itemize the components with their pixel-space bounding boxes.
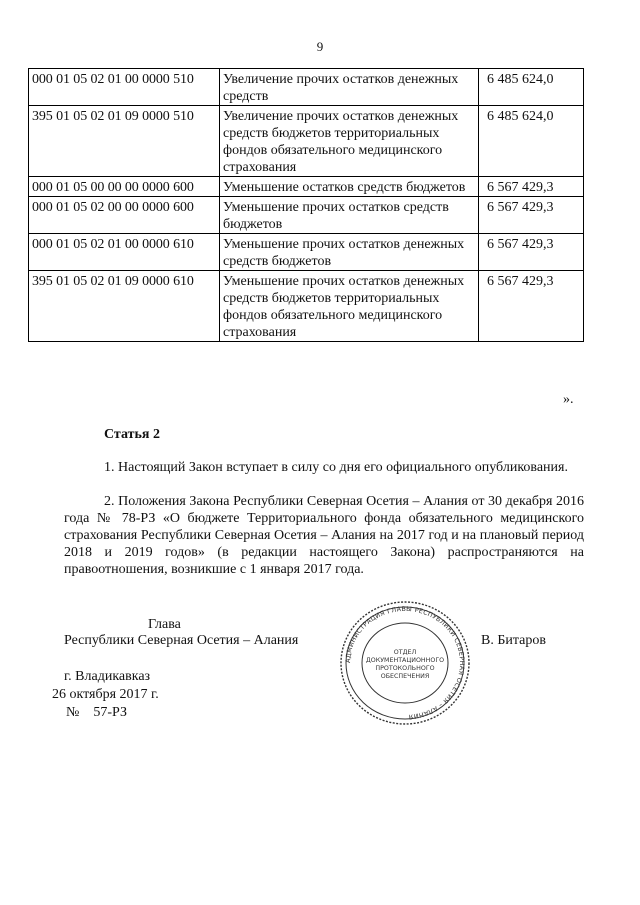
table-row <box>29 234 584 271</box>
budget-code: 000 01 05 00 00 00 0000 600 <box>29 177 220 197</box>
number-sign: № <box>66 705 80 720</box>
signatory-title: Глава <box>148 617 181 632</box>
budget-item-name: Увеличение прочих остатков денежных средств <box>220 69 479 106</box>
law-number <box>66 704 127 721</box>
budget-item-name: Увеличение прочих остатков денежных средств бюджетов территориальных фондов обязательного медицинского страхования <box>220 106 479 177</box>
budget-item-name: Уменьшение прочих остатков средств бюджетов <box>220 197 479 234</box>
budget-amount: 6 485 624,0 <box>479 106 584 177</box>
table-row <box>29 69 584 106</box>
table-row <box>29 106 584 177</box>
budget-sources-table <box>28 68 584 342</box>
seal-inner-line: ОБЕСПЕЧЕНИЯ <box>380 673 430 680</box>
budget-amount: 6 485 624,0 <box>479 69 584 106</box>
article-paragraph-1: 1. Настоящий Закон вступает в силу со дня его официального опубликования. <box>104 460 568 475</box>
seal-inner-line: ПРОТОКОЛЬНОГО <box>375 665 435 672</box>
article-paragraph-2: 2. Положения Закона Республики Северная Осетия – Алания от 30 декабря 2016 года № 78-РЗ «О бюджете Территориального фонда обязательного медицинского страхования Республики Северная Осетия – Алания на 2017 год и на плановый период 2018 и 2019 годов» (в редакции настоящего Закона) распространяются на правоотношения, возникшие с 1 января 2017 года. <box>64 494 584 577</box>
table-row <box>29 271 584 342</box>
place-of-signing: г. Владикавказ <box>64 669 151 684</box>
law-number-value: 57-РЗ <box>93 705 127 720</box>
seal-outer-text: АДМИНИСТРАЦИЯ ГЛАВЫ РЕСПУБЛИКИ СЕВЕРНАЯ ОСЕТИЯ – АЛАНИЯ <box>343 604 467 721</box>
budget-amount: 6 567 429,3 <box>479 177 584 197</box>
budget-amount: 6 567 429,3 <box>479 234 584 271</box>
budget-amount: 6 567 429,3 <box>479 271 584 342</box>
budget-code: 000 01 05 02 01 00 0000 610 <box>29 234 220 271</box>
official-seal <box>338 598 472 728</box>
budget-code: 395 01 05 02 01 09 0000 510 <box>29 106 220 177</box>
budget-item-name: Уменьшение остатков средств бюджетов <box>220 177 479 197</box>
budget-code: 000 01 05 02 00 00 0000 600 <box>29 197 220 234</box>
budget-code: 000 01 05 02 01 00 0000 510 <box>29 69 220 106</box>
page-number: 9 <box>316 39 324 54</box>
table-row <box>29 177 584 197</box>
signatory-organization: Республики Северная Осетия – Алания <box>64 633 299 648</box>
seal-inner-line: ОТДЕЛ <box>393 649 417 656</box>
budget-code: 395 01 05 02 01 09 0000 610 <box>29 271 220 342</box>
table-row <box>29 197 584 234</box>
closing-quote: ». <box>563 392 574 407</box>
budget-item-name: Уменьшение прочих остатков денежных средств бюджетов <box>220 234 479 271</box>
seal-inner-line: ДОКУМЕНТАЦИОННОГО <box>365 657 445 664</box>
budget-item-name: Уменьшение прочих остатков денежных средств бюджетов территориальных фондов обязательного медицинского страхования <box>220 271 479 342</box>
signing-date: 26 октября 2017 г. <box>52 687 159 702</box>
article-title: Статья 2 <box>104 427 160 442</box>
signatory-name: В. Битаров <box>481 633 546 648</box>
budget-amount: 6 567 429,3 <box>479 197 584 234</box>
seal-inner-text <box>366 649 444 680</box>
